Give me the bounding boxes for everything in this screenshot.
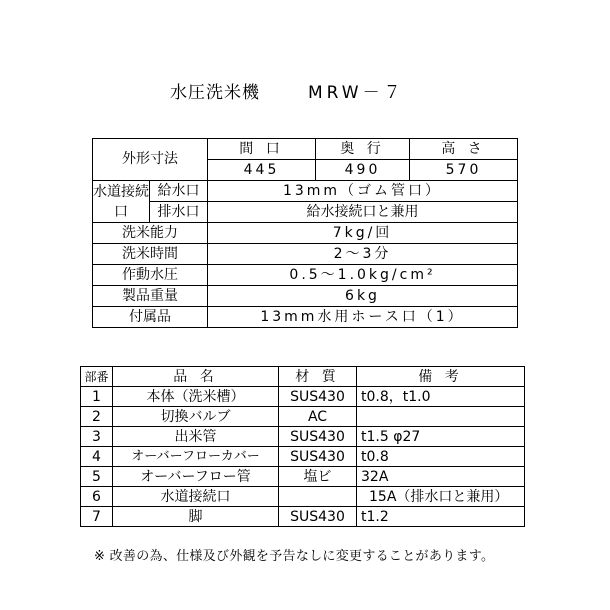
part-remarks: t1.5 φ27 [357, 427, 525, 447]
weight-value: 6kg [208, 286, 518, 307]
parts-table [80, 366, 525, 527]
time-label: 洗米時間 [93, 244, 208, 265]
part-material: 塩ビ [279, 467, 357, 487]
part-no: 2 [81, 407, 113, 427]
product-name: 水圧洗米機 [170, 83, 260, 103]
water-connection-label: 水道接続口 [93, 181, 150, 223]
part-no: 6 [81, 487, 113, 507]
parts-header-no: 部番 [81, 367, 113, 387]
table-row [81, 487, 525, 507]
part-name: オーバーフローカバー [113, 447, 279, 467]
pressure-value: 0.5～1.0kg/cm² [208, 265, 518, 286]
table-row [81, 467, 525, 487]
model-number: MRW－７ [308, 83, 405, 103]
spec-row-supply [93, 181, 518, 202]
depth-value: 490 [316, 160, 410, 181]
width-label: 間 口 [208, 139, 316, 160]
width-value: 445 [208, 160, 316, 181]
part-no: 3 [81, 427, 113, 447]
part-name: 切換バルブ [113, 407, 279, 427]
time-value: 2～3分 [208, 244, 518, 265]
spec-row-capacity [93, 223, 518, 244]
table-row [81, 427, 525, 447]
height-label: 高 さ [410, 139, 518, 160]
weight-label: 製品重量 [93, 286, 208, 307]
spec-row-accessory [93, 307, 518, 328]
spec-row-dimensions-header [93, 139, 518, 160]
pressure-label: 作動水圧 [93, 265, 208, 286]
part-material: SUS430 [279, 427, 357, 447]
part-no: 5 [81, 467, 113, 487]
accessory-value: 13mm水用ホース口（1） [208, 307, 518, 328]
table-row [81, 507, 525, 527]
part-material: SUS430 [279, 447, 357, 467]
height-value: 570 [410, 160, 518, 181]
part-material: AC [279, 407, 357, 427]
parts-header-row [81, 367, 525, 387]
table-row [81, 387, 525, 407]
spec-table [92, 138, 518, 328]
spec-row-pressure [93, 265, 518, 286]
spec-row-drain [93, 202, 518, 223]
accessory-label: 付属品 [93, 307, 208, 328]
parts-header-remarks: 備 考 [357, 367, 525, 387]
spec-row-weight [93, 286, 518, 307]
part-remarks: t1.2 [357, 507, 525, 527]
parts-header-name: 品 名 [113, 367, 279, 387]
capacity-value: 7kg/回 [208, 223, 518, 244]
part-name: 水道接続口 [113, 487, 279, 507]
disclaimer-note: ※ 改善の為、仕様及び外観を予告なしに変更することがあります。 [94, 549, 495, 564]
part-remarks [357, 407, 525, 427]
part-material: SUS430 [279, 507, 357, 527]
drain-value: 給水接続口と兼用 [208, 202, 518, 223]
part-name: 脚 [113, 507, 279, 527]
supply-label: 給水口 [150, 181, 208, 202]
part-remarks: t0.8，t1.0 [357, 387, 525, 407]
part-remarks: 15A（排水口と兼用） [357, 487, 525, 507]
part-material [279, 487, 357, 507]
depth-label: 奥 行 [316, 139, 410, 160]
spec-row-time [93, 244, 518, 265]
capacity-label: 洗米能力 [93, 223, 208, 244]
supply-value: 13mm（ゴム管口） [208, 181, 518, 202]
drain-label: 排水口 [150, 202, 208, 223]
part-remarks: 32A [357, 467, 525, 487]
part-name: 出米管 [113, 427, 279, 447]
part-name: オーバーフロー管 [113, 467, 279, 487]
part-no: 4 [81, 447, 113, 467]
part-material: SUS430 [279, 387, 357, 407]
part-remarks: t0.8 [357, 447, 525, 467]
dimensions-label: 外形寸法 [93, 139, 208, 181]
parts-header-material: 材 質 [279, 367, 357, 387]
part-name: 本体（洗米槽） [113, 387, 279, 407]
part-no: 7 [81, 507, 113, 527]
part-no: 1 [81, 387, 113, 407]
table-row [81, 447, 525, 467]
table-row [81, 407, 525, 427]
